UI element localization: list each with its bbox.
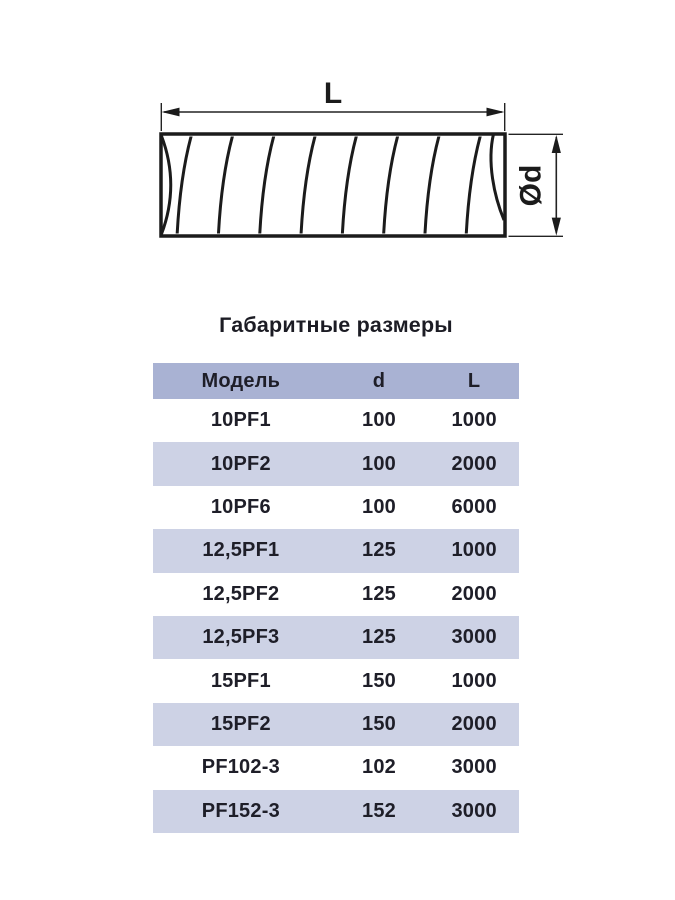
d-cell: 125 bbox=[362, 582, 396, 605]
arrowhead-up bbox=[552, 135, 561, 153]
model-cell: 12,5PF3 bbox=[202, 626, 280, 649]
table-body bbox=[153, 399, 519, 833]
l-cell: 1000 bbox=[451, 409, 497, 432]
l-cell: 2000 bbox=[451, 452, 497, 475]
table-row bbox=[153, 486, 519, 529]
table-row bbox=[153, 573, 519, 616]
l-cell: 2000 bbox=[451, 712, 497, 735]
l-cell: 1000 bbox=[451, 669, 497, 692]
column-header-d: d bbox=[372, 369, 386, 392]
model-cell: 10PF1 bbox=[210, 409, 271, 432]
l-cell: 3000 bbox=[451, 756, 497, 779]
length-dimension-label: L bbox=[323, 77, 343, 110]
table-header-row bbox=[153, 363, 519, 399]
model-cell: 10PF2 bbox=[210, 452, 271, 475]
d-cell: 125 bbox=[362, 539, 396, 562]
table-row bbox=[153, 790, 519, 833]
model-cell: 12,5PF1 bbox=[202, 539, 280, 562]
model-cell: PF152-3 bbox=[201, 799, 280, 822]
table-row bbox=[153, 442, 519, 485]
l-cell: 1000 bbox=[451, 539, 497, 562]
duct-body bbox=[161, 134, 505, 236]
model-cell: PF102-3 bbox=[201, 756, 280, 779]
table-row bbox=[153, 659, 519, 702]
arrowhead-left bbox=[162, 108, 180, 117]
d-cell: 100 bbox=[362, 409, 396, 432]
d-cell: 100 bbox=[362, 452, 396, 475]
d-cell: 102 bbox=[362, 756, 396, 779]
d-cell: 150 bbox=[362, 712, 396, 735]
table-row bbox=[153, 746, 519, 789]
table-row bbox=[153, 616, 519, 659]
model-cell: 15PF2 bbox=[210, 712, 271, 735]
arrowhead-down bbox=[552, 218, 561, 236]
l-cell: 2000 bbox=[451, 582, 497, 605]
table-row bbox=[153, 703, 519, 746]
length-dimension bbox=[161, 77, 504, 131]
d-cell: 100 bbox=[362, 495, 396, 518]
table-row bbox=[153, 529, 519, 572]
l-cell: 3000 bbox=[451, 799, 497, 822]
d-cell: 150 bbox=[362, 669, 396, 692]
arrowhead-right bbox=[487, 108, 505, 117]
l-cell: 3000 bbox=[451, 626, 497, 649]
dimensions-table bbox=[153, 363, 519, 833]
d-cell: 152 bbox=[362, 799, 396, 822]
d-cell: 125 bbox=[362, 626, 396, 649]
model-cell: 10PF6 bbox=[210, 495, 271, 518]
diameter-dimension bbox=[509, 134, 564, 236]
column-header-l: L bbox=[467, 369, 481, 392]
column-header-model: Модель bbox=[201, 369, 281, 392]
duct-diagram bbox=[0, 0, 675, 280]
diameter-dimension-label: Ød bbox=[514, 164, 548, 207]
model-cell: 15PF1 bbox=[210, 669, 271, 692]
model-cell: 12,5PF2 bbox=[202, 582, 280, 605]
table-row bbox=[153, 399, 519, 442]
table-title: Габаритные размеры bbox=[219, 313, 453, 337]
l-cell: 6000 bbox=[451, 495, 497, 518]
